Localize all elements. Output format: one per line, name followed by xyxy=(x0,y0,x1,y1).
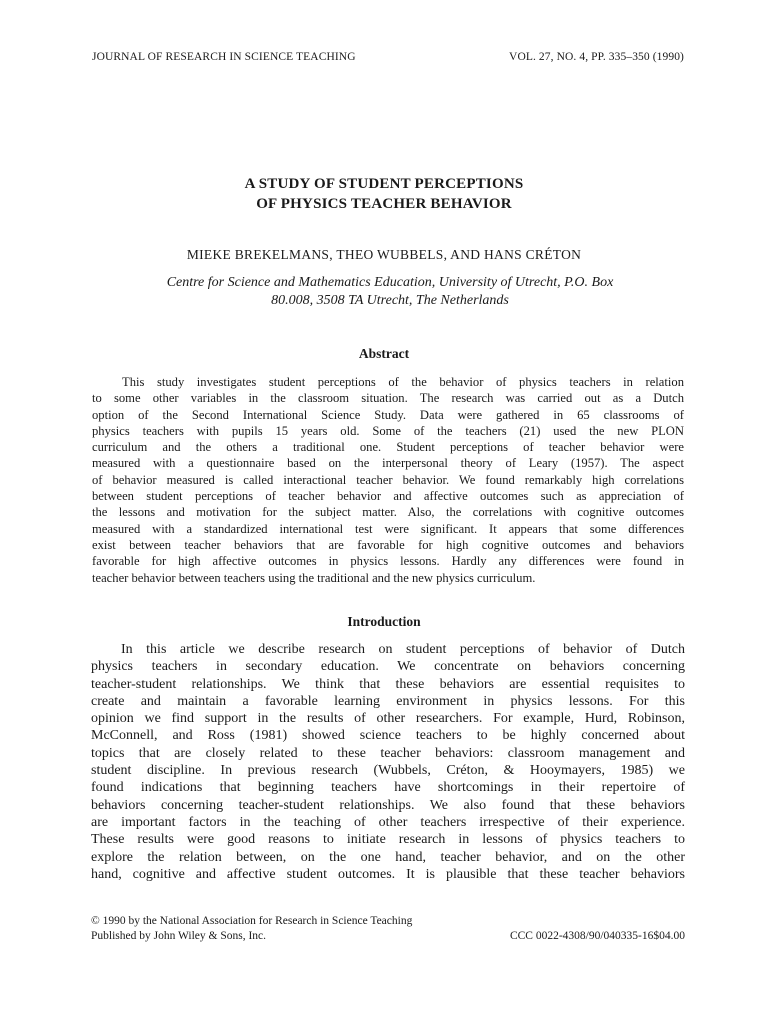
footer-row xyxy=(91,929,685,944)
publisher-line: Published by John Wiley & Sons, Inc. xyxy=(91,930,267,942)
introduction-line: physics teachers in secondary education. We concentrate on behaviors concerning xyxy=(91,659,685,675)
abstract-line: teacher behavior between teachers using the traditional and the new physics curriculum. xyxy=(92,570,536,585)
introduction-line: student discipline. In previous research (Wubbels, Créton, & Hooymayers, 1985) we xyxy=(91,763,685,779)
introduction-line: explore the relation between, on the one hand, teacher behavior, and on the other xyxy=(91,849,685,865)
introduction-line: These results were good reasons to initiate research in lessons of physics teachers to xyxy=(91,832,685,848)
introduction-line: behaviors concerning teacher-student relationships. We also found that these behaviors xyxy=(91,797,685,813)
footer-row xyxy=(91,914,685,929)
abstract-line: This study investigates student perceptions of the behavior of physics teachers in relation xyxy=(122,375,684,389)
introduction-line: hand, cognitive and affective student outcomes. It is plausible that these teacher behaviors xyxy=(91,866,685,882)
introduction-line: opinion we find support in the results of other researchers. For example, Hurd, Robinson, xyxy=(91,711,685,727)
affiliation-line: Centre for Science and Mathematics Education, University of Utrecht, P.O. Box xyxy=(166,275,614,290)
ccc-code: CCC 0022-4308/90/040335-16$04.00 xyxy=(509,930,685,942)
introduction-heading: Introduction xyxy=(347,614,421,629)
abstract-line: measured with a questionnaire based on the interpersonal theory of Leary (1957). The aspect xyxy=(92,456,684,471)
abstract-line: the lessons and motivation for the subject matter. Also, the correlations with cognitive outcomes xyxy=(92,505,684,520)
abstract-line: exist between teacher behaviors that are favorable for high cognitive outcomes and behaviors xyxy=(92,537,684,552)
introduction-line: found indications that beginning teachers have shortcomings in their repertoire of xyxy=(91,780,685,796)
introduction-line: teacher-student relationships. We think that these behaviors are essential requisites to xyxy=(91,676,685,692)
copyright-notice: © 1990 by the National Association for Research in Science Teaching xyxy=(91,915,413,927)
author-affiliation xyxy=(90,274,690,310)
abstract-body xyxy=(92,374,684,586)
introduction-line: McConnell, and Ross (1981) showed science teachers to be highly concerned about xyxy=(91,728,685,744)
title-line: A STUDY OF STUDENT PERCEPTIONS xyxy=(244,176,524,192)
abstract-line: physics teachers with pupils 15 years old. Some of the teachers (21) used the new PLON xyxy=(92,423,684,438)
abstract-line: favorable for high affective outcomes in physics lessons. Hardly any differences were found in xyxy=(92,554,684,569)
author-list: MIEKE BREKELMANS, THEO WUBBELS, AND HANS CRÉTON xyxy=(186,247,582,262)
affiliation-line: 80.008, 3508 TA Utrecht, The Netherlands xyxy=(271,293,509,308)
introduction-line: create and maintain a favorable learning environment in physics lessons. For this xyxy=(91,693,685,709)
volume-info: VOL. 27, NO. 4, PP. 335–350 (1990) xyxy=(509,51,684,63)
introduction-line: In this article we describe research on student perceptions of behavior of Dutch xyxy=(121,642,685,657)
article-title xyxy=(0,174,768,214)
abstract-line: of behavior measured is called interactional teacher behavior. We found remarkably high correlations xyxy=(92,472,684,487)
abstract-line: to some other variables in the classroom situation. The research was carried out as a Dutch xyxy=(92,391,684,406)
running-header xyxy=(92,51,684,67)
abstract-line: between student perceptions of teacher behavior and affective outcomes such as appreciation of xyxy=(92,489,684,504)
abstract-line: option of the Second International Science Study. Data were gathered in 65 classrooms of xyxy=(92,407,684,422)
abstract-line: measured with a standardized international test were significant. It appears that some differences xyxy=(92,521,684,536)
abstract-line: curriculum and the others a traditional one. Student perceptions of teacher behavior were xyxy=(92,440,684,455)
introduction-line: topics that are closely related to these teacher behaviors: classroom management and xyxy=(91,745,685,761)
introduction-body xyxy=(91,641,685,883)
introduction-line: are important factors in the teaching of other teachers irrespective of their experience. xyxy=(91,814,685,830)
abstract-heading: Abstract xyxy=(358,346,410,361)
page-footer xyxy=(91,914,685,944)
title-line: OF PHYSICS TEACHER BEHAVIOR xyxy=(256,196,512,212)
journal-name: JOURNAL OF RESEARCH IN SCIENCE TEACHING xyxy=(92,51,356,63)
